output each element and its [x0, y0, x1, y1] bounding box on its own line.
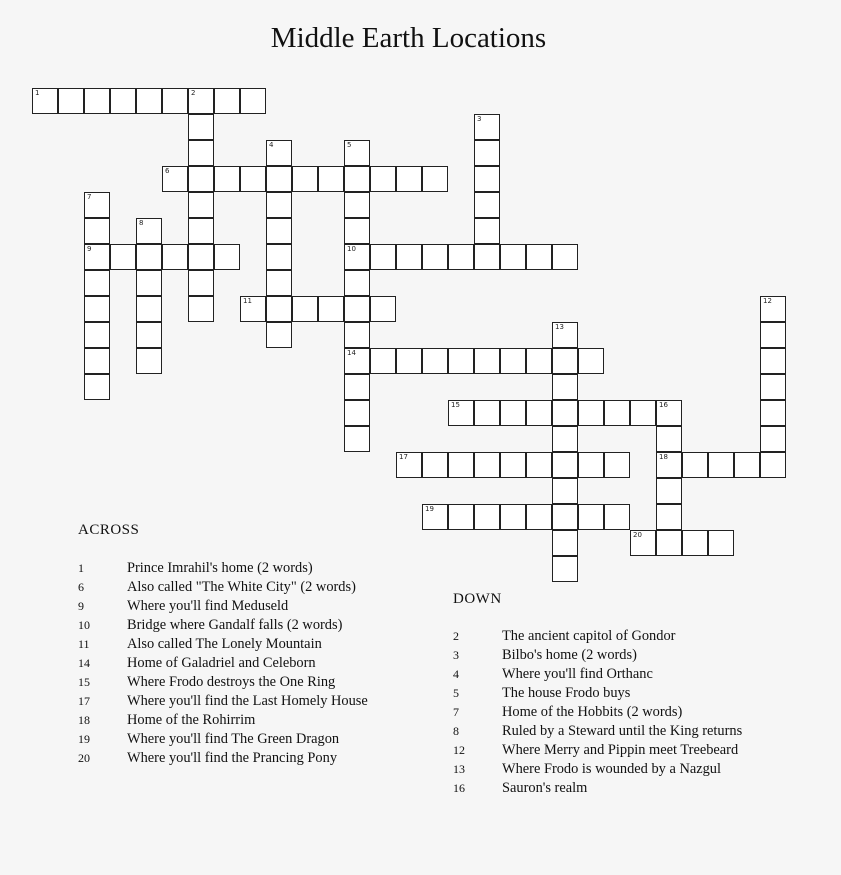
- grid-cell[interactable]: [630, 400, 656, 426]
- clue-text: Sauron's realm: [502, 780, 588, 796]
- grid-cell[interactable]: [266, 322, 292, 348]
- grid-cell[interactable]: [474, 192, 500, 218]
- clue-number: 19: [78, 732, 90, 746]
- grid-cell[interactable]: [760, 400, 786, 426]
- grid-cell[interactable]: [84, 296, 110, 322]
- grid-cell[interactable]: [474, 140, 500, 166]
- clue-number: 10: [78, 618, 90, 632]
- grid-cell[interactable]: [318, 166, 344, 192]
- clue-text: Prince Imrahil's home (2 words): [127, 560, 313, 576]
- grid-cell[interactable]: [526, 452, 552, 478]
- clue-item: [453, 741, 739, 760]
- grid-cell[interactable]: [84, 218, 110, 244]
- clue-item: [453, 722, 743, 741]
- grid-cell[interactable]: [526, 504, 552, 530]
- grid-cell[interactable]: [604, 400, 630, 426]
- grid-cell[interactable]: [188, 218, 214, 244]
- clue-number: 4: [453, 667, 459, 681]
- clue-number: 2: [453, 629, 459, 643]
- grid-cell[interactable]: [188, 140, 214, 166]
- grid-cell[interactable]: [474, 244, 500, 270]
- grid-cell[interactable]: [84, 322, 110, 348]
- grid-cell[interactable]: [292, 296, 318, 322]
- grid-cell[interactable]: [188, 114, 214, 140]
- clue-text: Where Frodo destroys the One Ring: [127, 674, 336, 690]
- cell-number: 8: [139, 219, 144, 227]
- grid-cell[interactable]: [396, 166, 422, 192]
- clue-text: Also called "The White City" (2 words): [127, 579, 356, 595]
- grid-cell[interactable]: [734, 452, 760, 478]
- grid-cell[interactable]: [552, 322, 578, 348]
- grid-cell[interactable]: [760, 374, 786, 400]
- grid-cell[interactable]: [188, 192, 214, 218]
- down-heading: DOWN: [453, 591, 502, 607]
- grid-cell[interactable]: [188, 166, 214, 192]
- grid-cell[interactable]: [396, 452, 422, 478]
- grid-cell[interactable]: [656, 426, 682, 452]
- grid-cell[interactable]: [214, 88, 240, 114]
- cell-number: 7: [87, 193, 92, 201]
- clue-item: [78, 654, 316, 673]
- grid-cell[interactable]: [552, 530, 578, 556]
- grid-cell[interactable]: [32, 88, 58, 114]
- clue-text: Where you'll find Orthanc: [502, 666, 653, 682]
- clue-text: Ruled by a Steward until the King returns: [502, 723, 743, 739]
- grid-cell[interactable]: [162, 88, 188, 114]
- clue-item: [78, 711, 256, 730]
- clue-text: Where Frodo is wounded by a Nazgul: [502, 761, 722, 777]
- grid-cell[interactable]: [344, 348, 370, 374]
- grid-cell[interactable]: [552, 426, 578, 452]
- grid-cell[interactable]: [84, 374, 110, 400]
- grid-cell[interactable]: [396, 244, 422, 270]
- clue-text: Where you'll find the Prancing Pony: [127, 750, 338, 766]
- grid-cell[interactable]: [292, 166, 318, 192]
- grid-cell[interactable]: [344, 426, 370, 452]
- grid-cell[interactable]: [266, 244, 292, 270]
- cell-number: 4: [269, 141, 274, 149]
- grid-cell[interactable]: [500, 244, 526, 270]
- grid-cell[interactable]: [760, 322, 786, 348]
- clue-item: [453, 646, 637, 665]
- grid-cell[interactable]: [84, 244, 110, 270]
- grid-cell[interactable]: [266, 166, 292, 192]
- grid-cell[interactable]: [136, 296, 162, 322]
- clue-item: [453, 627, 676, 646]
- down-clues: [453, 591, 743, 798]
- clue-item: [78, 559, 313, 578]
- clue-number: 1: [78, 561, 84, 575]
- grid-cell[interactable]: [656, 452, 682, 478]
- grid-cell[interactable]: [656, 504, 682, 530]
- clue-item: [78, 749, 338, 768]
- grid-cell[interactable]: [656, 478, 682, 504]
- cell-number: 15: [451, 401, 460, 409]
- clue-number: 12: [453, 743, 465, 757]
- grid-cell[interactable]: [448, 400, 474, 426]
- clue-item: [453, 703, 683, 722]
- grid-cell[interactable]: [396, 348, 422, 374]
- grid-cell[interactable]: [370, 348, 396, 374]
- grid-cell[interactable]: [240, 296, 266, 322]
- grid-cell[interactable]: [422, 244, 448, 270]
- grid-cell[interactable]: [474, 452, 500, 478]
- grid-cell[interactable]: [578, 400, 604, 426]
- grid-cell[interactable]: [604, 504, 630, 530]
- grid-cell[interactable]: [370, 244, 396, 270]
- cell-number: 5: [347, 141, 352, 149]
- clue-text: Where you'll find The Green Dragon: [127, 731, 340, 747]
- grid-cell[interactable]: [552, 244, 578, 270]
- cell-number: 12: [763, 297, 772, 305]
- grid-cell[interactable]: [370, 296, 396, 322]
- grid-cell[interactable]: [578, 452, 604, 478]
- clue-item: [78, 616, 343, 635]
- grid-cell[interactable]: [656, 530, 682, 556]
- grid-cell[interactable]: [604, 452, 630, 478]
- clue-item: [453, 760, 722, 779]
- clue-text: The house Frodo buys: [502, 685, 631, 701]
- grid-cell[interactable]: [344, 374, 370, 400]
- grid-cell[interactable]: [708, 530, 734, 556]
- grid-cell[interactable]: [58, 88, 84, 114]
- clue-number: 5: [453, 686, 459, 700]
- cell-number: 17: [399, 453, 408, 461]
- grid-cell[interactable]: [474, 504, 500, 530]
- grid-cell[interactable]: [682, 530, 708, 556]
- grid-cell[interactable]: [162, 244, 188, 270]
- grid-cell[interactable]: [188, 270, 214, 296]
- grid-cell[interactable]: [760, 348, 786, 374]
- cell-number: 14: [347, 349, 356, 357]
- cell-number: 1: [35, 89, 40, 97]
- clue-item: [78, 730, 340, 749]
- grid-cell[interactable]: [552, 348, 578, 374]
- grid-cell[interactable]: [500, 504, 526, 530]
- grid-cell[interactable]: [474, 114, 500, 140]
- grid-cell[interactable]: [630, 530, 656, 556]
- clue-number: 17: [78, 694, 90, 708]
- grid-cell[interactable]: [344, 400, 370, 426]
- grid-cell[interactable]: [344, 218, 370, 244]
- grid-cell[interactable]: [110, 244, 136, 270]
- clue-item: [78, 673, 336, 692]
- clue-number: 18: [78, 713, 90, 727]
- grid-cell[interactable]: [84, 348, 110, 374]
- grid-cell[interactable]: [136, 348, 162, 374]
- cell-number: 18: [659, 453, 668, 461]
- grid-cell[interactable]: [552, 504, 578, 530]
- grid-cell[interactable]: [84, 270, 110, 296]
- clue-text: Bilbo's home (2 words): [502, 647, 637, 663]
- cell-number: 11: [243, 297, 252, 305]
- cell-number: 9: [87, 245, 92, 253]
- grid-cell[interactable]: [422, 348, 448, 374]
- grid-cell[interactable]: [188, 244, 214, 270]
- clue-text: Also called The Lonely Mountain: [127, 636, 322, 652]
- grid-cell[interactable]: [708, 452, 734, 478]
- grid-cell[interactable]: [552, 452, 578, 478]
- grid-cell[interactable]: [136, 218, 162, 244]
- clue-number: 15: [78, 675, 90, 689]
- grid-cell[interactable]: [448, 504, 474, 530]
- across-heading: ACROSS: [78, 522, 140, 538]
- grid-cell[interactable]: [552, 400, 578, 426]
- grid-cell[interactable]: [526, 244, 552, 270]
- grid-cell[interactable]: [552, 556, 578, 582]
- grid-cell[interactable]: [162, 166, 188, 192]
- clue-item: [78, 635, 322, 654]
- grid-cell[interactable]: [110, 88, 136, 114]
- clue-number: 14: [78, 656, 90, 670]
- grid-cell[interactable]: [266, 218, 292, 244]
- cell-number: 20: [633, 531, 642, 539]
- grid-cell[interactable]: [578, 348, 604, 374]
- grid-cell[interactable]: [344, 270, 370, 296]
- grid-cell[interactable]: [344, 296, 370, 322]
- cell-number: 19: [425, 505, 434, 513]
- grid-cell[interactable]: [84, 88, 110, 114]
- grid-cell[interactable]: [84, 192, 110, 218]
- grid-cell[interactable]: [344, 244, 370, 270]
- grid-cell[interactable]: [266, 140, 292, 166]
- clue-text: Home of Galadriel and Celeborn: [127, 655, 316, 671]
- clue-number: 13: [453, 762, 465, 776]
- clue-number: 20: [78, 751, 90, 765]
- grid-cell[interactable]: [318, 296, 344, 322]
- grid-cell[interactable]: [760, 296, 786, 322]
- clue-text: Home of the Hobbits (2 words): [502, 704, 683, 720]
- grid-cell[interactable]: [500, 400, 526, 426]
- grid-cell[interactable]: [552, 478, 578, 504]
- cell-number: 13: [555, 323, 564, 331]
- clue-item: [453, 684, 631, 703]
- clue-item: [453, 665, 653, 684]
- clue-number: 3: [453, 648, 459, 662]
- grid-cell[interactable]: [552, 374, 578, 400]
- grid-cell[interactable]: [422, 166, 448, 192]
- grid-cell[interactable]: [188, 296, 214, 322]
- grid-cell[interactable]: [240, 88, 266, 114]
- clue-text: Where Merry and Pippin meet Treebeard: [502, 742, 739, 758]
- grid-cell[interactable]: [474, 348, 500, 374]
- grid-cell[interactable]: [240, 166, 266, 192]
- grid-cell[interactable]: [526, 400, 552, 426]
- clue-number: 9: [78, 599, 84, 613]
- grid-cell[interactable]: [448, 452, 474, 478]
- puzzle-title: Middle Earth Locations: [270, 22, 547, 54]
- cell-number: 3: [477, 115, 482, 123]
- clue-number: 7: [453, 705, 459, 719]
- grid-cell[interactable]: [526, 348, 552, 374]
- grid-cell[interactable]: [500, 452, 526, 478]
- clue-number: 8: [453, 724, 459, 738]
- clue-text: Where you'll find Meduseld: [127, 598, 289, 614]
- across-clues: [78, 522, 368, 768]
- grid-cell[interactable]: [474, 400, 500, 426]
- grid-cell[interactable]: [266, 270, 292, 296]
- grid-cell[interactable]: [136, 244, 162, 270]
- clue-number: 16: [453, 781, 465, 795]
- grid-cell[interactable]: [266, 192, 292, 218]
- grid-cell[interactable]: [422, 452, 448, 478]
- grid-cell[interactable]: [136, 270, 162, 296]
- grid-cell[interactable]: [344, 192, 370, 218]
- cell-number: 6: [165, 167, 170, 175]
- clue-item: [78, 597, 289, 616]
- grid-cell[interactable]: [656, 400, 682, 426]
- grid-cell[interactable]: [682, 452, 708, 478]
- clue-text: The ancient capitol of Gondor: [502, 628, 676, 644]
- grid-cell[interactable]: [344, 166, 370, 192]
- clue-number: 11: [78, 637, 90, 651]
- clue-item: [78, 578, 356, 597]
- clue-text: Home of the Rohirrim: [127, 712, 256, 728]
- grid-cell[interactable]: [474, 166, 500, 192]
- cell-number: 2: [191, 89, 196, 97]
- grid-cell[interactable]: [214, 166, 240, 192]
- grid-cell[interactable]: [344, 140, 370, 166]
- grid-cell[interactable]: [188, 88, 214, 114]
- grid-cell[interactable]: [760, 452, 786, 478]
- cell-number: 10: [347, 245, 356, 253]
- clue-text: Bridge where Gandalf falls (2 words): [127, 617, 343, 633]
- grid-cell[interactable]: [760, 426, 786, 452]
- grid-cell[interactable]: [136, 88, 162, 114]
- grid-cell[interactable]: [422, 504, 448, 530]
- grid-cell[interactable]: [500, 348, 526, 374]
- grid-cell[interactable]: [344, 322, 370, 348]
- grid-cell[interactable]: [474, 218, 500, 244]
- grid-cell[interactable]: [448, 348, 474, 374]
- clue-item: [453, 779, 588, 798]
- clue-number: 6: [78, 580, 84, 594]
- grid-cell[interactable]: [136, 322, 162, 348]
- grid-cell[interactable]: [448, 244, 474, 270]
- grid-cell[interactable]: [214, 244, 240, 270]
- clue-item: [78, 692, 368, 711]
- clue-text: Where you'll find the Last Homely House: [127, 693, 368, 709]
- grid-cell[interactable]: [578, 504, 604, 530]
- cell-number: 16: [659, 401, 668, 409]
- grid-cell[interactable]: [266, 296, 292, 322]
- grid-cell[interactable]: [370, 166, 396, 192]
